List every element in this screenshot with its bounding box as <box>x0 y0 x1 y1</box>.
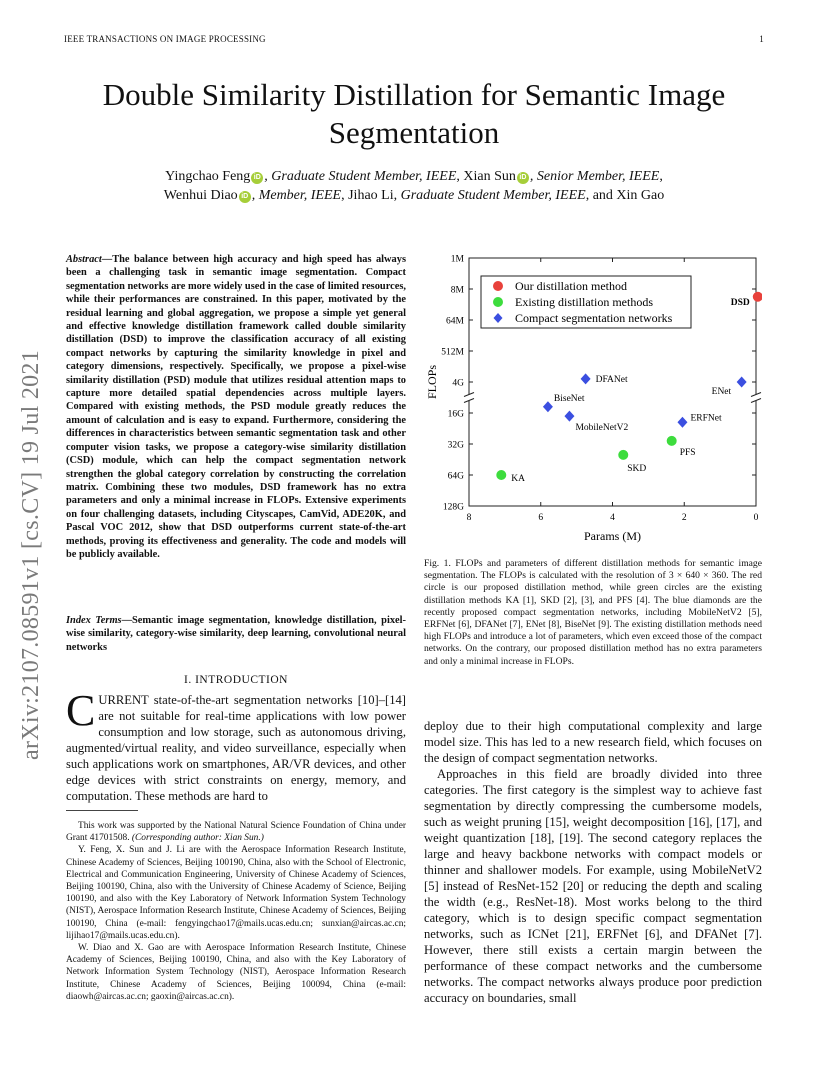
point-label-mobilenetv2: MobileNetV2 <box>575 423 629 434</box>
y-tick-label: 32G <box>447 440 464 451</box>
author-li: , Jihao Li, <box>341 188 401 203</box>
point-dfanet <box>581 373 591 384</box>
point-label-enet: ENet <box>711 387 732 397</box>
point-skd <box>618 450 628 460</box>
point-label-bisenet: BiseNet <box>553 393 585 404</box>
footnote-funding: This work was supported by the National Natural Science Foundation of China under Grant 41701508. (Corresponding author: Xian Sun.) <box>66 821 406 844</box>
point-label-ka: KA <box>511 474 526 484</box>
author-sun: , Xian Sun <box>456 169 516 184</box>
intro-paragraph <box>66 686 406 804</box>
point-enet <box>737 377 747 388</box>
x-tick-label: 4 <box>610 513 615 523</box>
author-diao-role: , Member, IEEE <box>251 188 342 203</box>
x-axis-label: Params (M) <box>584 529 641 543</box>
orcid-icon[interactable]: iD <box>239 191 251 203</box>
running-header <box>64 34 764 44</box>
legend-entry: Existing distillation methods <box>515 295 653 309</box>
point-pfs <box>667 436 677 446</box>
x-tick-label: 8 <box>466 513 472 523</box>
index-terms <box>66 614 406 654</box>
index-terms-label: Index Terms <box>66 615 122 626</box>
abstract-text: —The balance between high accuracy and high speed has always been a challenging task in semantic image segmentation. Compact segmentation networks are more widely used in the case of limited resources, while their performances are constrained. In this paper, motivated by the residual learning and global aggregation, we propose a simple yet general and effective knowledge distillation framework called double similarity distillation (DSD) to improve the classification accuracy of all existing compact networks by capturing the similarity knowledge in pixel and category dimensions, respectively. Specifically, we propose a pixel-wise similarity distillation (PSD) module that utilizes residual attention maps to capture more detailed spatial dependencies across multiple layers. Compared with existing methods, the PSD module greatly reduces the amount of calculation and is easy to expand. Furthermore, considering the differences in characteristics between semantic segmentation task and other computer vision tasks, we propose a category-wise similarity distillation (CSD) module, which can help the compact segmentation network strengthen the global category correlation by constructing the correlation matrix. Combining these two modules, DSD framework has no extra parameters and only a minimal increase in FLOPs. Extensive experiments on four challenging datasets, including Cityscapes, CamVid, ADE20K, and Pascal VOC 2012, show that DSD outperforms current state-of-the-art methods, proving its effectiveness and generality. The code and models will be publicly available. <box>66 254 406 560</box>
figure-caption: Fig. 1. FLOPs and parameters of different distillation methods for semantic image segmentation. The FLOPs is calculated with the resolution of 3 × 640 × 360. The red circle is our proposed distillation method, while green circles are the existing distillation methods KA [1], SKD [2], [3], and PFS [4]. The blue diamonds are the recently proposed compact segmentation networks, including MobileNetV2 [5], ERFNet [6], DFANet [7], ENet [8], BiseNet [9]. The existing distillation methods need high FLOPs and introduce a lot of parameters, which even exceed those of the compact networks. On the contrary, our proposed distillation method has no extra parameters and only a minimal increase in FLOPs. <box>424 558 762 667</box>
author-diao: Wenhui Diao <box>163 188 238 203</box>
right-paragraph-2: Approaches in this field are broadly divided into three categories. The first category is the simplest way to achieve fast segmentation by directly compressing the cumbersome models, such as weight pruning [15], weight decomposition [16], [17], and weight quantization [18], [19]. The second category replaces the large and heavy backbone networks with compact models or thinner and shallower models. For example, using MobileNetV2 [5] instead of ResNet-152 [20] or reducing the depth and scaling the width (e.g., ResNet-18). Most works belong to the third category, which is to design specific compact segmentation networks, such as ICNet [21], ERFNet [6], and DFANet [7]. However, there still exists a certain margin between the performance of these compact networks and the cumbersome networks. The compact networks always produce poor prediction accuracy on boundaries, small <box>424 767 762 1005</box>
author-feng: Yingchao Feng <box>165 169 251 184</box>
abstract-label: Abstract <box>66 254 102 265</box>
y-tick-label: 16G <box>447 409 464 420</box>
section-heading-introduction: I. INTRODUCTION <box>184 674 288 686</box>
author-gao: , and Xin Gao <box>585 188 665 203</box>
point-ka <box>496 470 506 480</box>
point-label-dsd: DSD <box>730 297 750 308</box>
y-tick-label: 64G <box>447 471 464 482</box>
y-tick-label: 8M <box>450 285 464 296</box>
intro-text: URRENT state-of-the-art segmentation networks [10]–[14] are not suitable for real-time applications with low power consumption and low storage, such as autonomous driving, augmented/virtual reality, and video surveillance, especially when such applications work on smartphones, AR/VR devices, and other edge devices with strict constraints on energy, memory, and computation. These methods are hard to <box>66 693 406 803</box>
legend-entry: Compact segmentation networks <box>515 311 673 325</box>
y-tick-label: 128G <box>442 502 464 513</box>
point-dsd <box>753 292 762 302</box>
abstract <box>66 253 406 561</box>
arxiv-stamp: arXiv:2107.08591v1 [cs.CV] 19 Jul 2021 <box>18 349 44 760</box>
point-bisenet <box>543 401 553 412</box>
legend-marker <box>493 297 503 307</box>
legend-marker <box>493 281 503 291</box>
index-terms-text: —Semantic image segmentation, knowledge distillation, pixel-wise similarity, category-wise similarity, deep learning, convolutional neural networks <box>66 615 406 653</box>
point-label-skd: SKD <box>627 463 647 474</box>
paper-title: Double Similarity Distillation for Semantic Image Segmentation <box>102 77 726 150</box>
legend-entry: Our distillation method <box>515 279 627 293</box>
x-tick-label: 2 <box>681 513 687 523</box>
footnotes <box>66 820 406 1003</box>
page-number: 1 <box>759 34 764 44</box>
point-label-dfanet: DFANet <box>595 374 628 385</box>
author-sun-role: , Senior Member, IEEE <box>529 169 660 184</box>
y-tick-label: 4G <box>452 378 464 389</box>
y-axis-label: FLOPs <box>425 364 439 400</box>
right-paragraph-1: deploy due to their high computational complexity and large model size. This has led to a new research field, which focuses on the design of compact segmentation networks. <box>424 719 762 765</box>
x-tick-label: 6 <box>538 513 544 523</box>
figure-1 <box>424 250 762 550</box>
y-tick-label: 1M <box>450 254 464 265</box>
right-column-text <box>424 718 762 1006</box>
point-label-pfs: PFS <box>679 447 696 458</box>
author-li-role: Graduate Student Member, IEEE <box>400 188 586 203</box>
journal-name: IEEE TRANSACTIONS ON IMAGE PROCESSING <box>64 34 266 44</box>
orcid-icon[interactable]: iD <box>517 172 529 184</box>
footnote-affiliation-2: W. Diao and X. Gao are with Aerospace Information Research Institute, Chinese Academy of Sciences, Beijing 100190, China, and also with the Key Laboratory of Network Information System Technology (NIST), Aerospace Information Research Institute, Chinese Academy of Sciences, Beijing 100094, China (e-mail: diaowh@aircas.ac.cn; gaoxin@aircas.ac.cn). <box>66 943 406 1002</box>
point-erfnet <box>677 417 687 428</box>
point-label-erfnet: ERFNet <box>690 413 722 424</box>
author-list: Yingchao Feng iD , Graduate Student Member, IEEE, Xian Sun iD , Senior Member, IEEE, Wenhui Diao iD , Member, IEEE, Jihao Li, Graduate Student Member, IEEE, and Xin Gao <box>163 169 665 203</box>
footnote-rule <box>66 810 138 811</box>
x-tick-label: 0 <box>753 513 759 523</box>
orcid-icon[interactable]: iD <box>251 172 263 184</box>
point-mobilenetv2 <box>564 411 574 422</box>
footnote-affiliation-1: Y. Feng, X. Sun and J. Li are with the Aerospace Information Research Institute, Chinese Academy of Sciences, Beijing 100190, China, also with the School of Electronic, Electrical and Communication Engineering, University of Chinese Academy of Sciences, Beijing 100190, China, also with the University of Chinese Academy of Science, Beijing 100190, and also with the Key Laboratory of Network Information System Technology (NIST), Aerospace Information Research Institute, Chinese Academy of Sciences, Beijing 100190, China (e-mail: fengyingchao17@mails.ucas.edu.cn; sunxian@aircas.ac.cn; lijihao17@mails.ucas.edu.cn). <box>66 845 406 941</box>
flops-params-chart <box>424 250 762 550</box>
author-feng-role: , Graduate Student Member, IEEE <box>264 169 457 184</box>
drop-cap: C <box>66 686 96 735</box>
y-tick-label: 64M <box>446 316 464 327</box>
y-tick-label: 512M <box>441 347 464 358</box>
